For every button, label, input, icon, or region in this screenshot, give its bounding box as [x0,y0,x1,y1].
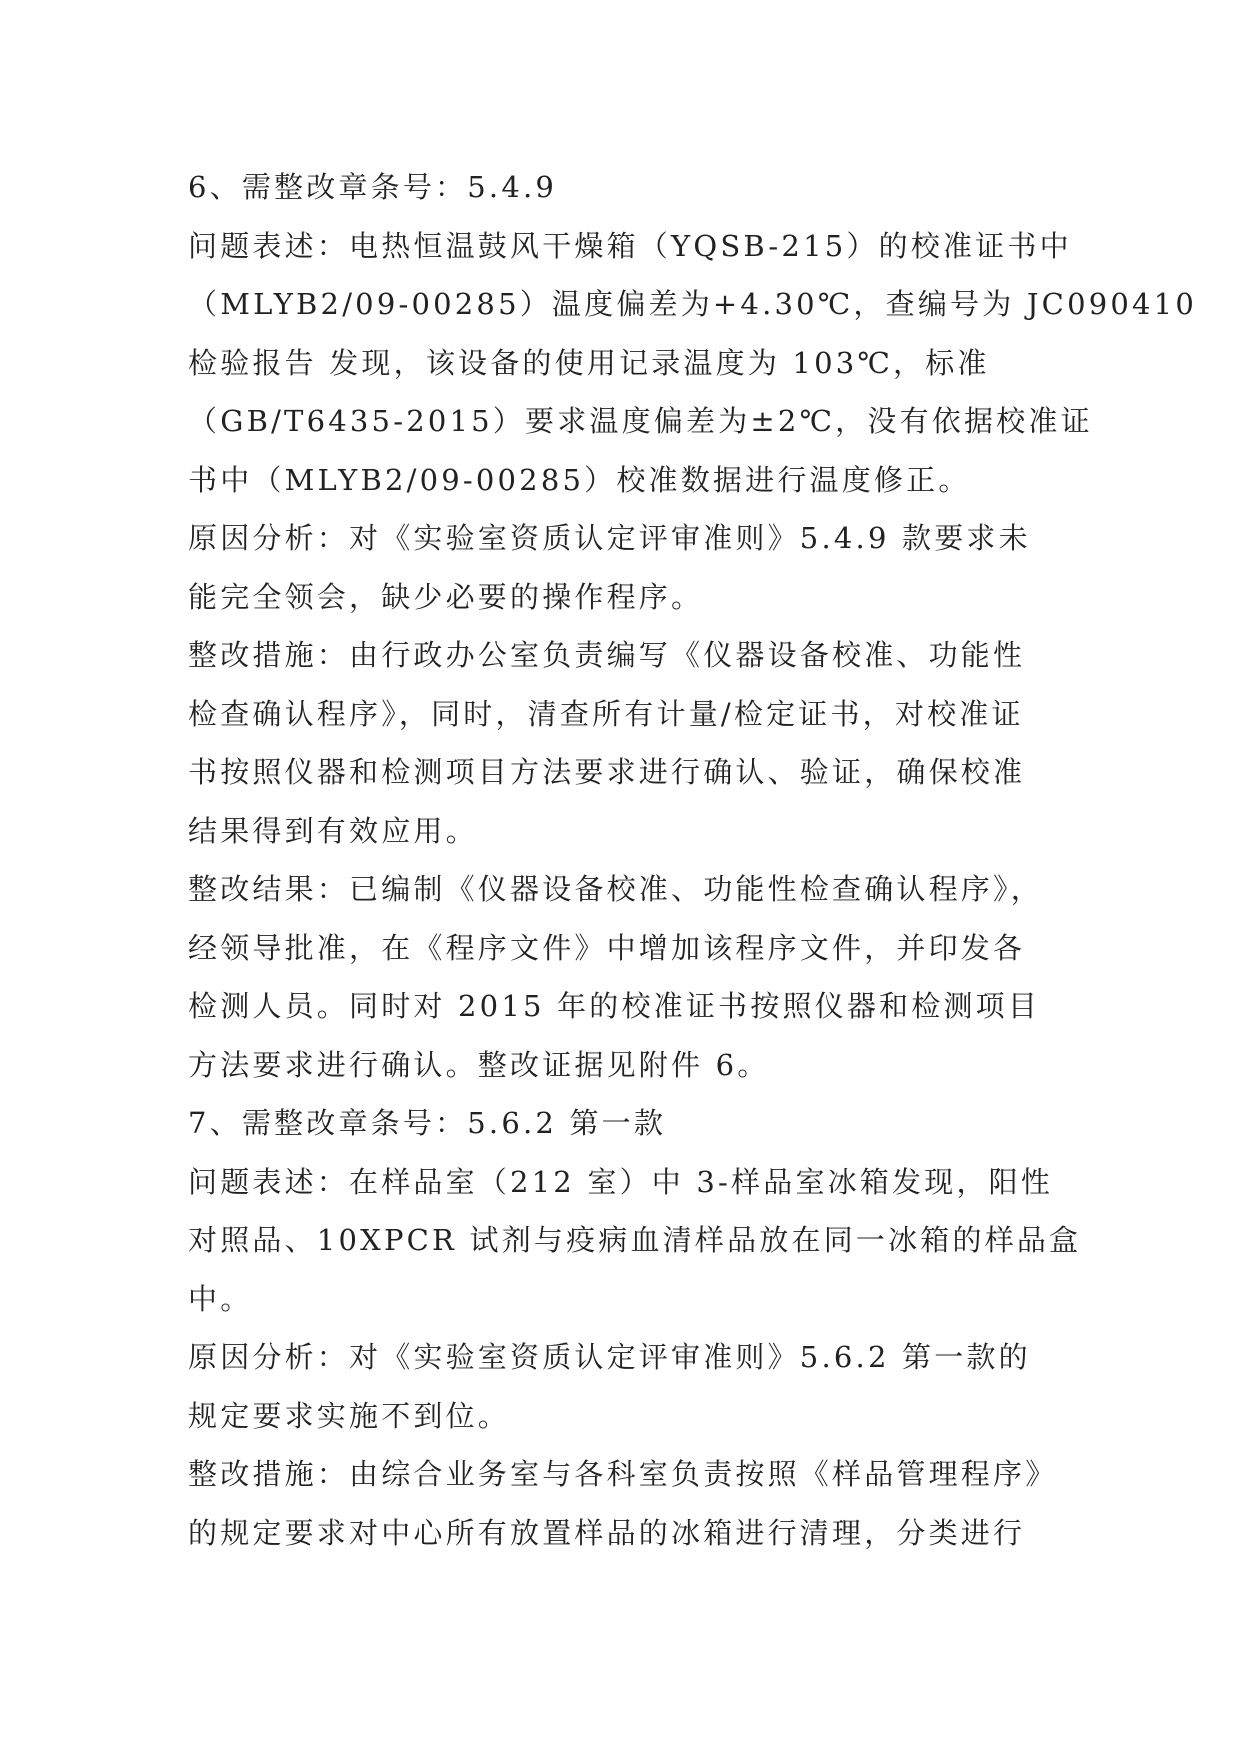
text-line: 结果得到有效应用。 [188,813,478,848]
text-line: 检验报告 发现，该设备的使用记录温度为 103℃，标准 [188,345,990,380]
text-line: 对照品、10XPCR 试剂与疫病血清样品放在同一冰箱的样品盒 [188,1223,1082,1257]
text-line: 书按照仪器和检测项目方法要求进行确认、验证，确保校准 [188,755,1026,789]
text-line: 问题表述：在样品室（212 室）中 3-样品室冰箱发现，阳性 [188,1164,1054,1199]
text-line: 问题表述：电热恒温鼓风干燥箱（YQSB-215）的校准证书中 [188,228,1072,263]
text-line: 原因分析：对《实验室资质认定评审准则》5.6.2 第一款的 [188,1340,1031,1374]
text-line: 书中（MLYB2/09-00285）校准数据进行温度修正。 [188,462,971,497]
text-line: 整改措施：由综合业务室与各科室负责按照《样品管理程序》 [188,1457,1058,1491]
text-line: （MLYB2/09-00285）温度偏差为+4.30℃，查编号为 JC090410 [188,287,1197,321]
text-line: 规定要求实施不到位。 [188,1398,511,1433]
text-line: 中。 [188,1281,253,1316]
text-line: 经领导批准，在《程序文件》中增加该程序文件，并印发各 [188,930,1026,965]
text-line: 方法要求进行确认。整改证据见附件 6。 [188,1047,770,1082]
text-line: 检查确认程序》，同时，清查所有计量/检定证书，对校准证 [188,696,1024,731]
text-line: （GB/T6435-2015）要求温度偏差为±2℃，没有依据校准证 [188,404,1093,438]
text-line: 6、需整改章条号：5.4.9 [188,170,558,204]
text-line: 能完全领会，缺少必要的操作程序。 [188,579,704,614]
text-line: 的规定要求对中心所有放置样品的冰箱进行清理，分类进行 [188,1515,1026,1550]
text-line: 7、需整改章条号：5.6.2 第一款 [188,1106,667,1140]
text-line: 检测人员。同时对 2015 年的校准证书按照仪器和检测项目 [188,989,1041,1023]
text-line: 整改措施：由行政办公室负责编写《仪器设备校准、功能性 [188,638,1026,672]
text-line: 原因分析：对《实验室资质认定评审准则》5.4.9 款要求未 [188,521,1031,555]
text-line: 整改结果：已编制《仪器设备校准、功能性检查确认程序》， [188,872,1043,906]
